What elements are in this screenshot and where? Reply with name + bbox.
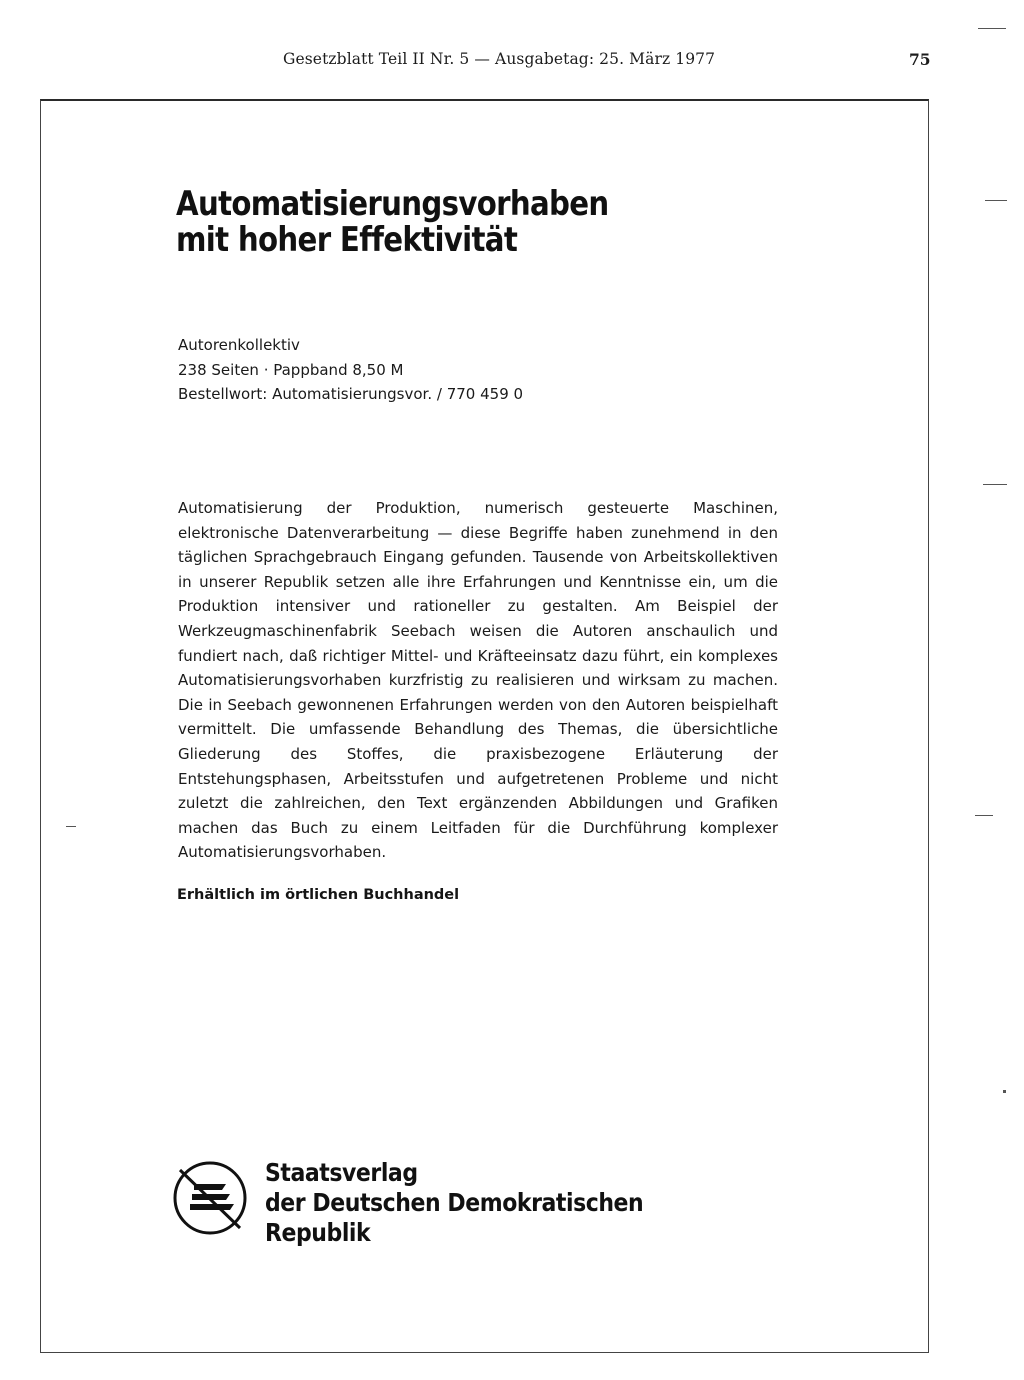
page-number: 75	[909, 50, 931, 69]
staatsverlag-flag-logo-icon	[172, 1160, 248, 1236]
advert-title-line-2: mit hoher Effektivität	[176, 220, 518, 260]
book-author: Autorenkollektiv	[178, 336, 300, 354]
running-header: Gesetzblatt Teil II Nr. 5 — Ausgabetag: 25. März 1977	[283, 50, 716, 68]
margin-mark	[66, 826, 76, 827]
margin-mark	[985, 200, 1007, 201]
advert-title-line-1: Automatisierungsvorhaben	[176, 184, 609, 224]
publisher-line-1: Staatsverlag	[265, 1158, 418, 1187]
book-order-word: Bestellwort: Automatisierungsvor. / 770 459 0	[178, 385, 524, 403]
publisher-line-3: Republik	[265, 1218, 371, 1247]
publisher-name	[265, 1158, 643, 1248]
margin-mark	[983, 484, 1007, 485]
advert-description: Automatisierung der Produktion, numerisch gesteuerte Maschinen, elektronische Datenverarbeitung — diese Begriffe haben zunehmend in den täglichen Sprachgebrauch Eingang gefunden. Tausende von Arbeitskollektiven in unserer Republik setzen alle ihre Erfahrungen und Kenntnisse ein, um die Produktion intensiver und rationeller zu gestalten. Am Beispiel der Werkzeugmaschinenfabrik Seebach weisen die Autoren anschaulich und fundiert nach, daß richtiger Mittel- und Kräfteeinsatz dazu führt, ein komplexes Automatisierungsvorhaben kurzfristig zu realisieren und wirksam zu machen. Die in Seebach gewonnenen Erfahrungen werden von den Autoren beispielhaft vermittelt. Die umfassende Behandlung des Themas, die übersichtliche Gliederung des Stoffes, die praxisbezogene Erläuterung der Entstehungsphasen, Arbeitsstufen und aufgetretenen Probleme und nicht zuletzt die zahlreichen, den Text ergänzenden Abbildungen und Grafiken machen das Buch zu einem Leitfaden für die Durchführung komplexer Automatisierungsvorhaben.	[178, 499, 778, 862]
book-details	[178, 333, 523, 407]
margin-mark	[978, 28, 1006, 29]
margin-mark	[975, 815, 993, 816]
margin-mark	[1003, 1090, 1006, 1093]
availability-note: Erhältlich im örtlichen Buchhandel	[177, 887, 460, 903]
publisher-line-2: der Deutschen Demokratischen	[265, 1188, 644, 1217]
book-pages-price: 238 Seiten · Pappband 8,50 M	[178, 360, 404, 379]
advert-title	[176, 186, 609, 258]
